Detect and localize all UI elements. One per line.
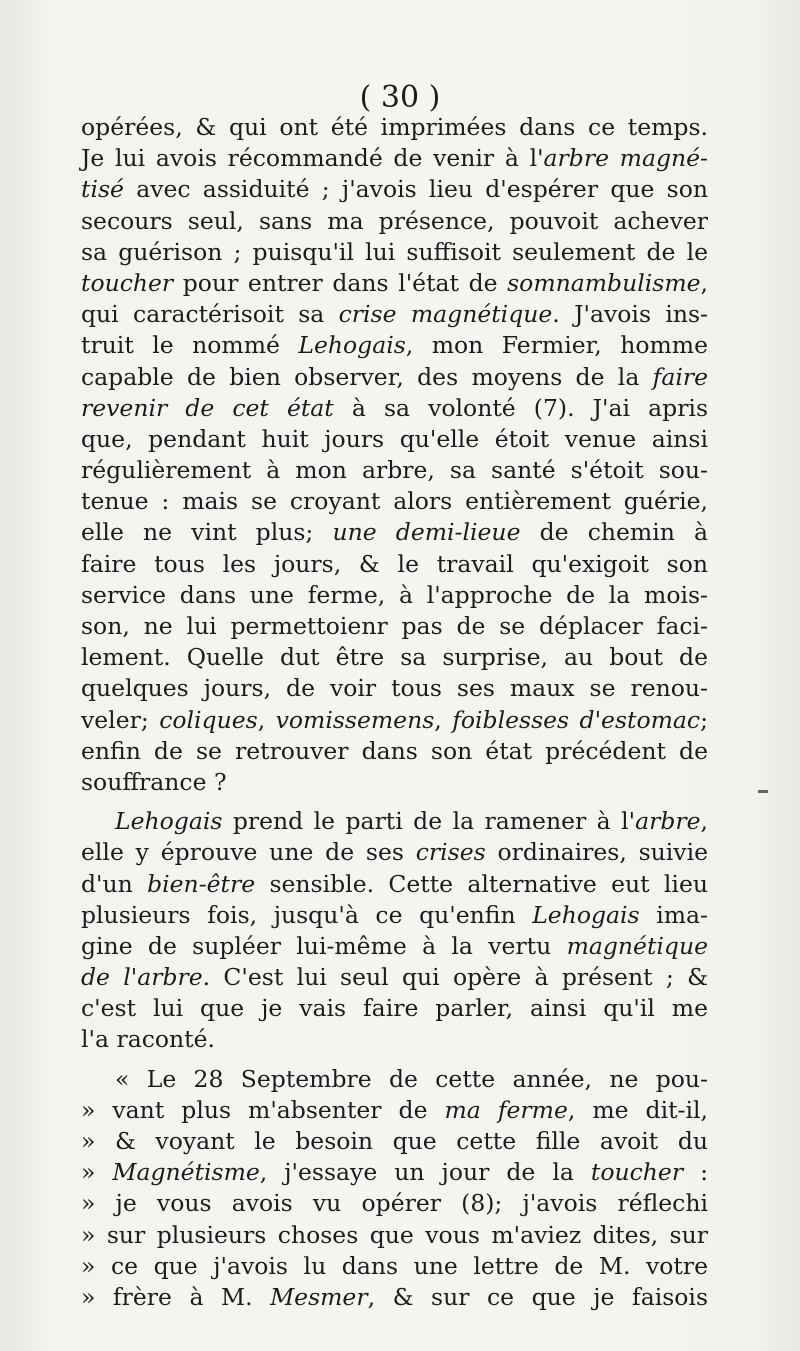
- text-run: , j'essaye un jour de la: [259, 1158, 591, 1187]
- text-run: son, ne lui permettoienr pas de se déplacer faci-: [81, 612, 708, 640]
- text-run: »: [81, 1158, 113, 1187]
- text-line: [81, 869, 708, 900]
- text-run: ima-: [639, 900, 708, 929]
- text-line: [81, 549, 708, 580]
- text-run: prend le parti de la ramener à l': [222, 807, 636, 836]
- text-line: [81, 580, 708, 611]
- text-line: [81, 330, 708, 361]
- text-run: lement. Quelle dut être sa surprise, au bout de: [81, 643, 708, 672]
- text-line: [81, 362, 708, 393]
- paragraph-gap: [81, 1056, 708, 1064]
- text-line: [81, 900, 708, 931]
- text-line: [81, 611, 708, 642]
- italic-text: Mesmer: [270, 1282, 368, 1311]
- text-run: » sur plusieurs choses que vous m'aviez dites, sur: [81, 1220, 708, 1249]
- text-run: pour entrer dans l'état de: [173, 268, 508, 297]
- text-run: » vant plus m'absenter de: [81, 1095, 445, 1124]
- text-line: [81, 1157, 708, 1188]
- text-run: ;: [700, 705, 708, 734]
- italic-text: crise magnétique: [338, 300, 553, 329]
- text-run: . C'est lui seul qui opère à présent ; &: [202, 963, 708, 992]
- text-line: [81, 206, 708, 237]
- text-run: ordinaires, suivie: [485, 838, 709, 867]
- italic-text: vomissemens: [275, 705, 435, 734]
- text-line: [81, 767, 708, 798]
- text-run: , & sur ce que je faisois: [367, 1282, 709, 1311]
- text-run: gine de supléer lui-même à la vertu: [81, 931, 567, 960]
- italic-text: Magnétisme: [112, 1158, 260, 1187]
- paragraph-gap: [81, 798, 708, 806]
- text-run: sensible. Cette alternative eut lieu: [255, 869, 708, 898]
- text-run: souffrance ?: [81, 767, 227, 796]
- text-run: tenue : mais se croyant alors entièrement guérie,: [81, 487, 708, 516]
- text-line: [81, 174, 708, 205]
- text-line: [81, 1126, 708, 1157]
- text-line: [81, 517, 708, 548]
- text-run: capable de bien observer, des moyens de la: [81, 362, 653, 391]
- text-line: [81, 486, 708, 517]
- text-run: opérées, & qui ont été imprimées dans ce temps.: [81, 113, 708, 141]
- text-line: [81, 993, 708, 1024]
- text-line: [81, 268, 708, 299]
- text-run: truit le nommé: [81, 331, 299, 360]
- text-run: c'est lui que je vais faire parler, ainsi qu'il me: [81, 994, 708, 1023]
- italic-text: Lehogais: [298, 331, 406, 360]
- italic-text: coliques: [159, 705, 258, 734]
- text-line: [81, 1064, 708, 1095]
- text-line: [81, 393, 708, 424]
- italic-text: Lehogais: [532, 900, 640, 929]
- text-run: , me dit-il,: [567, 1095, 708, 1124]
- text-run: ,: [434, 705, 453, 734]
- italic-text: faire: [652, 362, 708, 391]
- italic-text: Lehogais: [115, 807, 223, 836]
- text-run: à sa volonté (7). J'ai apris: [333, 393, 708, 422]
- text-run: enfin de se retrouver dans son état précédent de: [81, 736, 708, 765]
- text-run: » je vous avois vu opérer (8); j'avois réflechi: [81, 1189, 708, 1218]
- text-line: [81, 299, 708, 330]
- text-run: sa guérison ; puisqu'il lui suffisoit seulement de le: [81, 237, 708, 266]
- text-run: avec assiduité ; j'avois lieu d'espérer que son: [123, 175, 708, 204]
- text-run: d'un: [81, 869, 148, 898]
- text-run: « Le 28 Septembre de cette année, ne pou-: [115, 1064, 708, 1093]
- body-text: [81, 112, 708, 1313]
- text-run: . J'avois ins-: [552, 300, 708, 329]
- text-line: [81, 1188, 708, 1219]
- italic-text: une demi-lieue: [332, 518, 521, 547]
- text-line: [81, 1251, 708, 1282]
- text-run: ,: [700, 268, 708, 297]
- text-line: [81, 455, 708, 486]
- margin-mark: [758, 790, 768, 793]
- italic-text: bien-être: [147, 869, 256, 898]
- text-line: [81, 962, 708, 993]
- text-run: régulièrement à mon arbre, sa santé s'étoit sou-: [81, 456, 708, 485]
- text-line: [81, 673, 708, 704]
- text-run: secours seul, sans ma présence, pouvoit achever: [81, 206, 708, 235]
- text-line: [81, 237, 708, 268]
- text-run: ,: [257, 705, 276, 734]
- text-run: , mon Fermier, homme: [405, 331, 708, 360]
- text-line: [81, 931, 708, 962]
- page-number: ( 30 ): [359, 80, 441, 115]
- italic-text: de l'arbre: [81, 963, 203, 992]
- text-run: plusieurs fois, jusqu'à ce qu'enfin: [81, 900, 533, 929]
- text-run: service dans une ferme, à l'approche de la mois-: [81, 580, 708, 609]
- text-line: [81, 1220, 708, 1251]
- text-run: que, pendant huit jours qu'elle étoit venue ainsi: [81, 424, 708, 453]
- text-run: » ce que j'avois lu dans une lettre de M. votre: [81, 1251, 708, 1280]
- italic-text: somnambulisme: [507, 268, 701, 297]
- text-line: [81, 112, 708, 143]
- text-run: » frère à M.: [81, 1282, 271, 1311]
- text-run: elle ne vint plus;: [81, 518, 333, 547]
- text-line: [81, 837, 708, 868]
- text-line: [81, 1095, 708, 1126]
- text-run: ,: [700, 807, 708, 836]
- italic-text: toucher: [81, 268, 174, 297]
- italic-text: toucher: [590, 1158, 684, 1187]
- text-run: qui caractérisoit sa: [81, 300, 339, 329]
- text-run: Je lui avois récommandé de venir à l': [81, 144, 544, 173]
- italic-text: ma ferme: [444, 1095, 568, 1124]
- text-line: [81, 424, 708, 455]
- text-line: [81, 1282, 708, 1313]
- text-run: l'a raconté.: [81, 1025, 215, 1054]
- text-run: faire tous les jours, & le travail qu'exigoit son: [81, 549, 708, 578]
- text-run: » & voyant le besoin que cette fille avoit du: [81, 1127, 708, 1155]
- italic-text: arbre magné-: [543, 144, 708, 173]
- text-line: [81, 642, 708, 673]
- italic-text: revenir de cet état: [81, 393, 334, 422]
- text-line: [81, 705, 708, 736]
- italic-text: magnétique: [566, 931, 708, 960]
- text-line: [81, 806, 708, 837]
- text-line: [81, 736, 708, 767]
- italic-text: crises: [415, 838, 486, 867]
- text-run: :: [683, 1158, 708, 1187]
- text-run: de chemin à: [520, 518, 708, 547]
- text-line: [81, 143, 708, 174]
- italic-text: arbre: [635, 807, 701, 836]
- text-line: [81, 1024, 708, 1055]
- text-run: quelques jours, de voir tous ses maux se renou-: [81, 674, 708, 703]
- text-run: veler;: [81, 705, 160, 734]
- text-run: elle y éprouve une de ses: [81, 838, 416, 867]
- italic-text: foiblesses d'estomac: [452, 705, 701, 734]
- italic-text: tisé: [81, 175, 124, 204]
